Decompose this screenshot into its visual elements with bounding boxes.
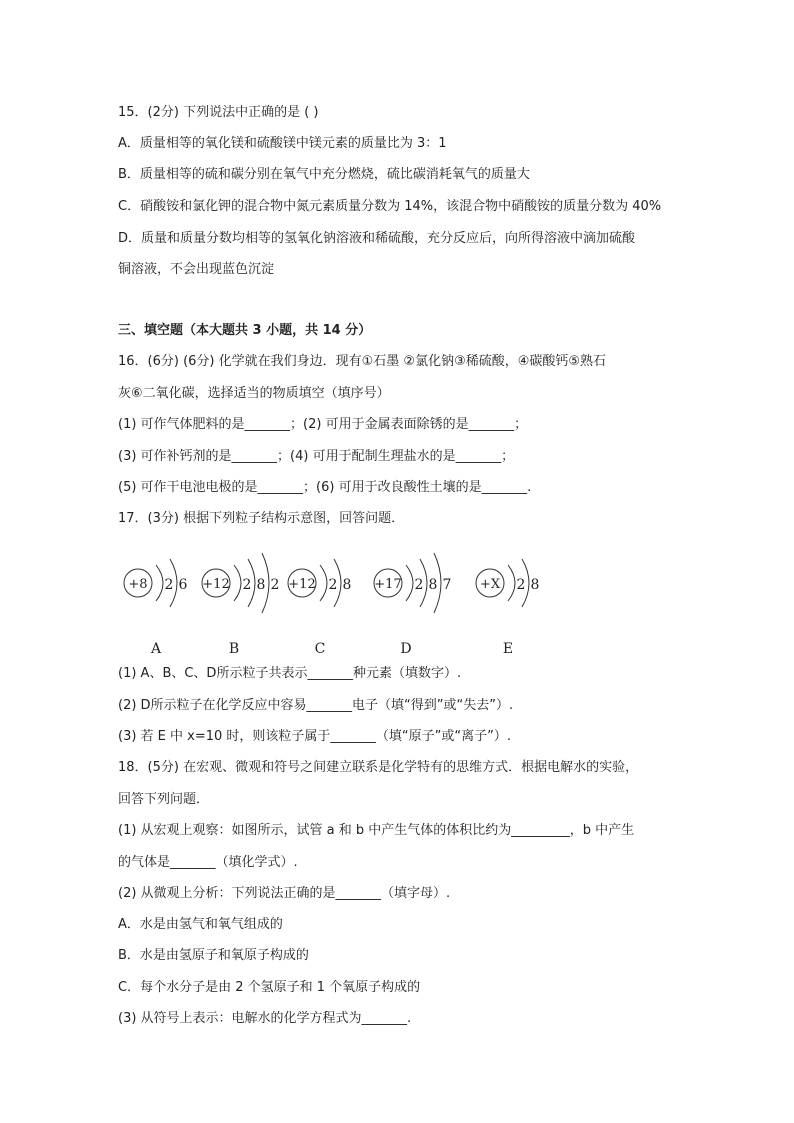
q18-stem-line1: 18．(5分) 在宏观、微观和符号之间建立联系是化学特有的思维方式．根据电解水的实验， (118, 760, 639, 775)
nucleus-charge: +12 (202, 577, 230, 592)
q15-option-a: A．质量相等的氧化镁和硫酸镁中镁元素的质量比为 3：1 (118, 136, 447, 151)
q15-option-d-line1: D．质量和质量分数均相等的氢氧化钠溶液和稀硫酸，充分反应后，向所得溶液中滴加硫酸 (118, 231, 636, 246)
diagram-label: E (502, 641, 514, 657)
electron-count: 8 (530, 577, 540, 593)
q17-stem: 17．(3分) 根据下列粒子结构示意图，回答问题． (118, 511, 405, 526)
electron-count: 2 (328, 577, 338, 593)
electron-count: 2 (516, 577, 526, 593)
q18-sub-1-line2: 的气体是_______（填化学式）. (118, 855, 298, 870)
electron-count: 8 (428, 577, 438, 593)
nucleus-charge: +X (479, 577, 501, 592)
diagram-label: C (314, 641, 326, 657)
atom-diagram-c (288, 559, 351, 657)
q16-stem-line2: 灰⑥二氧化碳，选择适当的物质填空（填序号） (118, 386, 390, 401)
electron-count: 2 (164, 577, 174, 593)
electron-count: 2 (414, 577, 424, 593)
q16-row-2: (3) 可作补钙剂的是_______；(4) 可用于配制生理盐水的是_______； (118, 449, 515, 464)
q15-option-d-line2: 铜溶液，不会出现蓝色沉淀 (118, 262, 275, 277)
nucleus-charge: +12 (288, 577, 316, 592)
q16-row-1: (1) 可作气体肥料的是_______；(2) 可用于金属表面除锈的是_______； (118, 417, 528, 432)
q18-stem-line2: 回答下列问题． (118, 792, 210, 807)
electron-shell-arc (156, 565, 163, 601)
q18-sub-3: (3) 从符号上表示：电解水的化学方程式为_______. (118, 1011, 412, 1026)
electron-count: 7 (442, 577, 452, 593)
q17-sub-3: (3) 若 E 中 x=10 时，则该粒子属于_______（填“原子”或“离子”）. (118, 729, 511, 744)
q18-option-b: B．水是由氢原子和氧原子构成的 (118, 948, 309, 963)
electron-shell-arc (320, 565, 327, 601)
electron-count: 8 (256, 577, 266, 593)
electron-shell-arc (234, 565, 241, 601)
diagram-label: D (400, 641, 412, 657)
atom-diagram-d (374, 553, 451, 657)
electron-shell-arc (406, 565, 413, 601)
electron-count: 8 (342, 577, 352, 593)
section-heading: 三、填空题（本大题共 3 小题，共 14 分） (118, 323, 372, 338)
q17-sub-1: (1) A、B、C、D所示粒子共表示_______种元素（填数字）. (118, 666, 462, 681)
diagram-label: B (228, 641, 240, 657)
q15-stem: 15．(2分) 下列说法中正确的是 ( ) (118, 105, 319, 120)
atom-diagram-e (476, 559, 539, 657)
atom-diagram-a (124, 559, 188, 657)
q18-option-a: A．水是由氢气和氧气组成的 (118, 917, 283, 932)
diagram-label: A (150, 641, 162, 657)
electron-count: 6 (178, 577, 188, 593)
q16-stem-line1: 16．(6分) (6分) 化学就在我们身边．现有①石墨 ②氯化钠③稀硫酸，④碳酸钙⑤熟石 (118, 354, 607, 369)
q16-row-3: (5) 可作干电池电极的是_______；(6) 可用于改良酸性土壤的是_______. (118, 480, 532, 495)
electron-shell-arc (508, 565, 515, 601)
q15-option-b: B．质量相等的硫和碳分别在氧气中充分燃烧，硫比碳消耗氧气的质量大 (118, 167, 530, 182)
q18-sub-2: (2) 从微观上分析：下列说法正确的是_______（填字母）. (118, 886, 451, 901)
nucleus-charge: +17 (374, 577, 402, 592)
nucleus-charge: +8 (128, 577, 148, 592)
q18-option-c: C．每个水分子是由 2 个氢原子和 1 个氧原子构成的 (118, 980, 421, 995)
electron-count: 2 (270, 577, 280, 593)
atom-diagram-b (202, 553, 279, 657)
electron-count: 2 (242, 577, 252, 593)
q17-sub-2: (2) D所示粒子在化学反应中容易_______电子（填“得到”或“失去”）. (118, 698, 514, 713)
atom-structure-diagrams (110, 535, 570, 660)
q15-option-c: C．硝酸铵和氯化钾的混合物中氮元素质量分数为 14%，该混合物中硝酸铵的质量分数为 40% (118, 199, 662, 214)
q18-sub-1-line1: (1) 从宏观上观察：如图所示，试管 a 和 b 中产生气体的体积比约为_________，b 中产生 (118, 823, 635, 838)
